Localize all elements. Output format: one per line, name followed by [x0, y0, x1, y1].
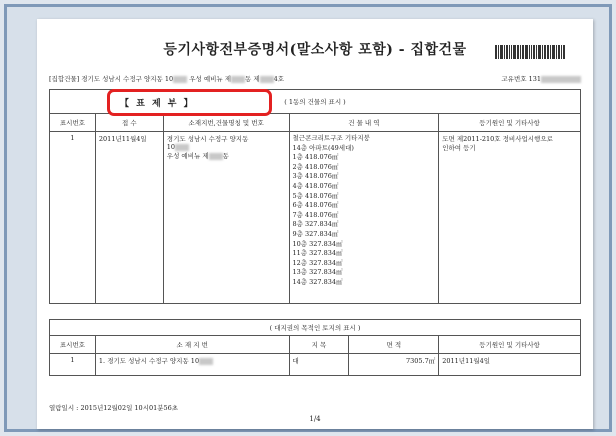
row-number: 1 [50, 354, 96, 376]
header-line [49, 74, 581, 83]
cause-line: 도면 제2011-210호 정비사업시행으로 [442, 135, 553, 143]
location-line: 우성 예비뉴 제 동 [166, 152, 229, 160]
unique-number: 고유번호 131 [501, 74, 581, 83]
building-details [289, 132, 439, 304]
location-line: 경기도 성남시 수정구 양지동 [166, 135, 249, 143]
land-area: 7305.7㎡ [349, 354, 439, 376]
table-row [50, 132, 581, 304]
col-header: 표시번호 [50, 114, 96, 132]
location-cell [163, 132, 289, 304]
registration-cause [439, 132, 581, 304]
building-line: 2층 418.076㎡ [292, 162, 339, 171]
title-section-table [49, 89, 581, 304]
building-line: 1층 418.076㎡ [292, 153, 339, 162]
col-header: 소 재 지 번 [95, 336, 289, 354]
col-header: 소재지번,건물명칭 및 번호 [163, 114, 289, 132]
building-line: 3층 418.076㎡ [292, 172, 339, 181]
section1-title: ( 1동의 건물의 표시 ) [284, 98, 346, 106]
highlight-box [107, 89, 272, 116]
col-header: 면 적 [349, 336, 439, 354]
page-number: 1/4 [309, 415, 321, 423]
view-datetime: 열람일시 : 2015년12월02일 10시01분56초 [49, 404, 179, 412]
land-section-table [49, 319, 581, 376]
barcode [495, 45, 585, 59]
receipt-date: 2011년11월4일 [95, 132, 163, 304]
section2-title: ( 대지권의 목적인 토지의 표시 ) [50, 320, 581, 336]
screenshot-frame [4, 4, 612, 432]
building-line: 5층 418.076㎡ [292, 191, 339, 200]
document-page [37, 19, 593, 429]
row-number: 1 [50, 132, 96, 304]
land-cause: 2011년11월4일 [439, 354, 581, 376]
col-header: 등기원인 및 기타사항 [439, 336, 581, 354]
building-line: 7층 418.076㎡ [292, 210, 339, 219]
col-header: 접 수 [95, 114, 163, 132]
building-line: 14층 327.834㎡ [292, 277, 343, 286]
building-line: 13층 327.834㎡ [292, 268, 343, 277]
section1-label: 【 표 제 부 】 [120, 99, 195, 109]
building-line: 철근콘크리트구조 기타지붕 [292, 134, 370, 142]
table-row [50, 354, 581, 376]
header-address: [집합건물] 경기도 성남시 수정구 양지동 10 우성 예비뉴 제 동 제 4호 [49, 75, 285, 83]
document-title: 등기사항전부증명서(말소사항 포함) - 집합건물 [163, 42, 467, 58]
building-line: 9층 327.834㎡ [292, 229, 339, 238]
col-header: 지 목 [289, 336, 349, 354]
col-header: 표시번호 [50, 336, 96, 354]
location-line: 10 [167, 143, 286, 151]
building-line: 4층 418.076㎡ [292, 181, 339, 190]
land-type: 대 [289, 354, 349, 376]
building-line: 11층 327.834㎡ [292, 249, 343, 258]
building-line: 12층 327.834㎡ [292, 258, 343, 267]
land-location: 1. 경기도 성남시 수정구 양지동 10 [95, 354, 289, 376]
col-header: 건 물 내 역 [289, 114, 439, 132]
building-line: 14층 아파트(49세대) [292, 143, 354, 152]
building-line: 8층 327.834㎡ [292, 220, 339, 229]
building-line: 10층 327.834㎡ [292, 239, 343, 248]
building-line: 6층 418.076㎡ [292, 201, 339, 210]
col-header: 등기원인 및 기타사항 [439, 114, 581, 132]
cause-line: 인하여 등기 [442, 144, 476, 152]
